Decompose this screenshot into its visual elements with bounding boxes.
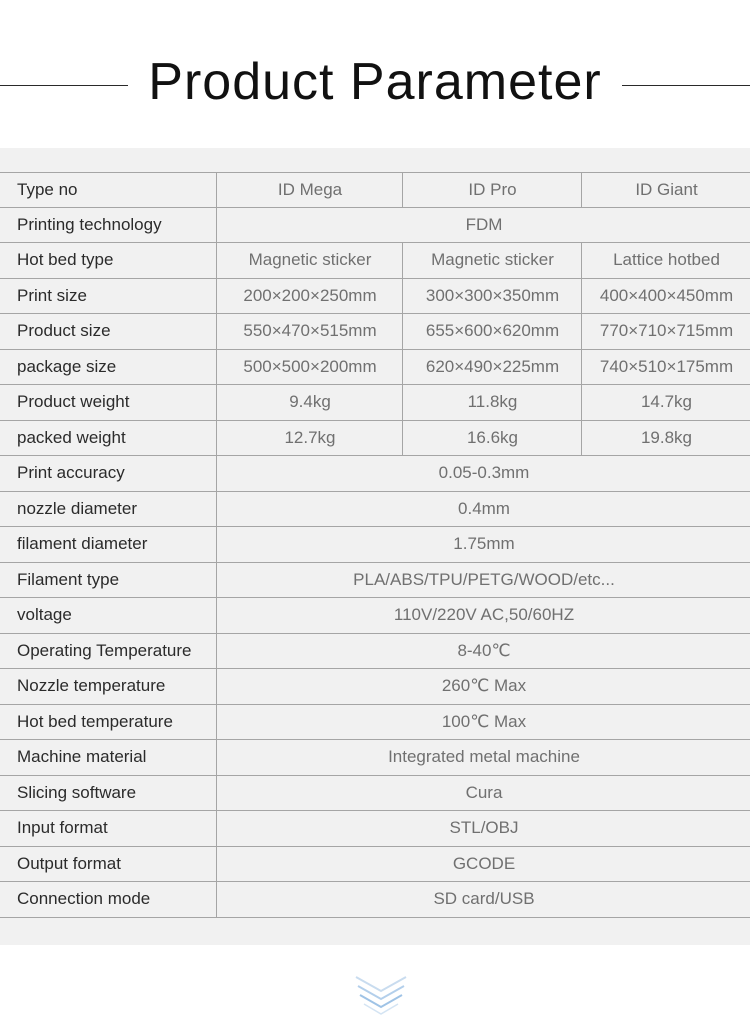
row-value: ID Pro xyxy=(404,173,582,207)
parameter-table xyxy=(0,172,750,918)
row-value: 14.7kg xyxy=(640,392,693,412)
row-value: FDM xyxy=(465,214,503,234)
row-value: 770×710×715mm xyxy=(599,321,734,341)
row-label: Slicing software xyxy=(0,776,217,811)
table-row xyxy=(0,243,750,279)
row-label: Product weight xyxy=(0,385,217,420)
table-row xyxy=(0,776,750,812)
row-value: 100℃ Max xyxy=(441,711,527,731)
row-label: Product size xyxy=(0,314,217,349)
row-value: 1.75mm xyxy=(453,534,515,554)
header xyxy=(0,0,750,148)
table-row xyxy=(0,847,750,883)
row-label: Hot bed type xyxy=(0,243,217,278)
row-label: Nozzle temperature xyxy=(0,669,217,704)
row-value: 11.8kg xyxy=(404,385,582,420)
table-row xyxy=(0,705,750,741)
row-label: Operating Temperature xyxy=(0,634,217,669)
row-label: Hot bed temperature xyxy=(0,705,217,740)
row-value: ID Giant xyxy=(635,179,698,199)
row-value: 0.4mm xyxy=(458,498,510,518)
row-label: package size xyxy=(0,350,217,385)
row-label: Machine material xyxy=(0,740,217,775)
row-value: 12.7kg xyxy=(218,421,403,456)
table-row xyxy=(0,421,750,457)
table-row xyxy=(0,811,750,847)
table-row xyxy=(0,456,750,492)
row-label: Input format xyxy=(0,811,217,846)
row-label: Filament type xyxy=(0,563,217,598)
table-row xyxy=(0,634,750,670)
row-value: Magnetic sticker xyxy=(218,243,403,278)
row-value: 740×510×175mm xyxy=(599,356,734,376)
table-row xyxy=(0,598,750,634)
row-value: 0.05-0.3mm xyxy=(438,463,530,483)
row-value: PLA/ABS/TPU/PETG/WOOD/etc... xyxy=(353,569,615,589)
row-value: 200×200×250mm xyxy=(218,279,403,314)
row-label: voltage xyxy=(0,598,217,633)
chevron-down-icon xyxy=(354,973,408,1017)
row-label: Printing technology xyxy=(0,208,217,243)
row-label: nozzle diameter xyxy=(0,492,217,527)
table-row xyxy=(0,882,750,918)
row-value: 9.4kg xyxy=(218,385,403,420)
row-value: ID Mega xyxy=(218,173,403,207)
page-title: Product Parameter xyxy=(148,53,602,111)
row-value: STL/OBJ xyxy=(449,818,519,838)
row-value: SD card/USB xyxy=(433,889,535,909)
title-divider-left xyxy=(0,85,128,86)
table-row xyxy=(0,350,750,386)
table-row xyxy=(0,492,750,528)
table-row xyxy=(0,314,750,350)
row-value: 400×400×450mm xyxy=(599,285,734,305)
row-value: 620×490×225mm xyxy=(404,350,582,385)
row-value: 260℃ Max xyxy=(441,676,527,696)
table-row xyxy=(0,669,750,705)
table-row xyxy=(0,208,750,244)
title-divider-right xyxy=(622,85,750,86)
row-value: 655×600×620mm xyxy=(404,314,582,349)
footer xyxy=(0,945,750,1036)
table-row xyxy=(0,563,750,599)
row-value: Magnetic sticker xyxy=(404,243,582,278)
row-label: Output format xyxy=(0,847,217,882)
row-label: Print size xyxy=(0,279,217,314)
row-value: GCODE xyxy=(452,853,516,873)
row-value: 110V/220V AC,50/60HZ xyxy=(393,605,575,625)
row-value: Lattice hotbed xyxy=(613,250,720,270)
row-label: Type no xyxy=(0,173,217,207)
table-row xyxy=(0,279,750,315)
table-row xyxy=(0,172,750,208)
row-value: Integrated metal machine xyxy=(388,747,580,767)
row-label: packed weight xyxy=(0,421,217,456)
table-row xyxy=(0,385,750,421)
row-value: 550×470×515mm xyxy=(218,314,403,349)
row-label: Connection mode xyxy=(0,882,217,917)
table-row xyxy=(0,527,750,563)
row-value: 16.6kg xyxy=(404,421,582,456)
table-row xyxy=(0,740,750,776)
row-value: 500×500×200mm xyxy=(218,350,403,385)
row-value: 19.8kg xyxy=(640,427,693,447)
row-label: Print accuracy xyxy=(0,456,217,491)
parameter-table-panel xyxy=(0,148,750,945)
row-value: 300×300×350mm xyxy=(404,279,582,314)
row-value: Cura xyxy=(465,782,503,802)
row-value: 8-40℃ xyxy=(457,640,511,660)
row-label: filament diameter xyxy=(0,527,217,562)
